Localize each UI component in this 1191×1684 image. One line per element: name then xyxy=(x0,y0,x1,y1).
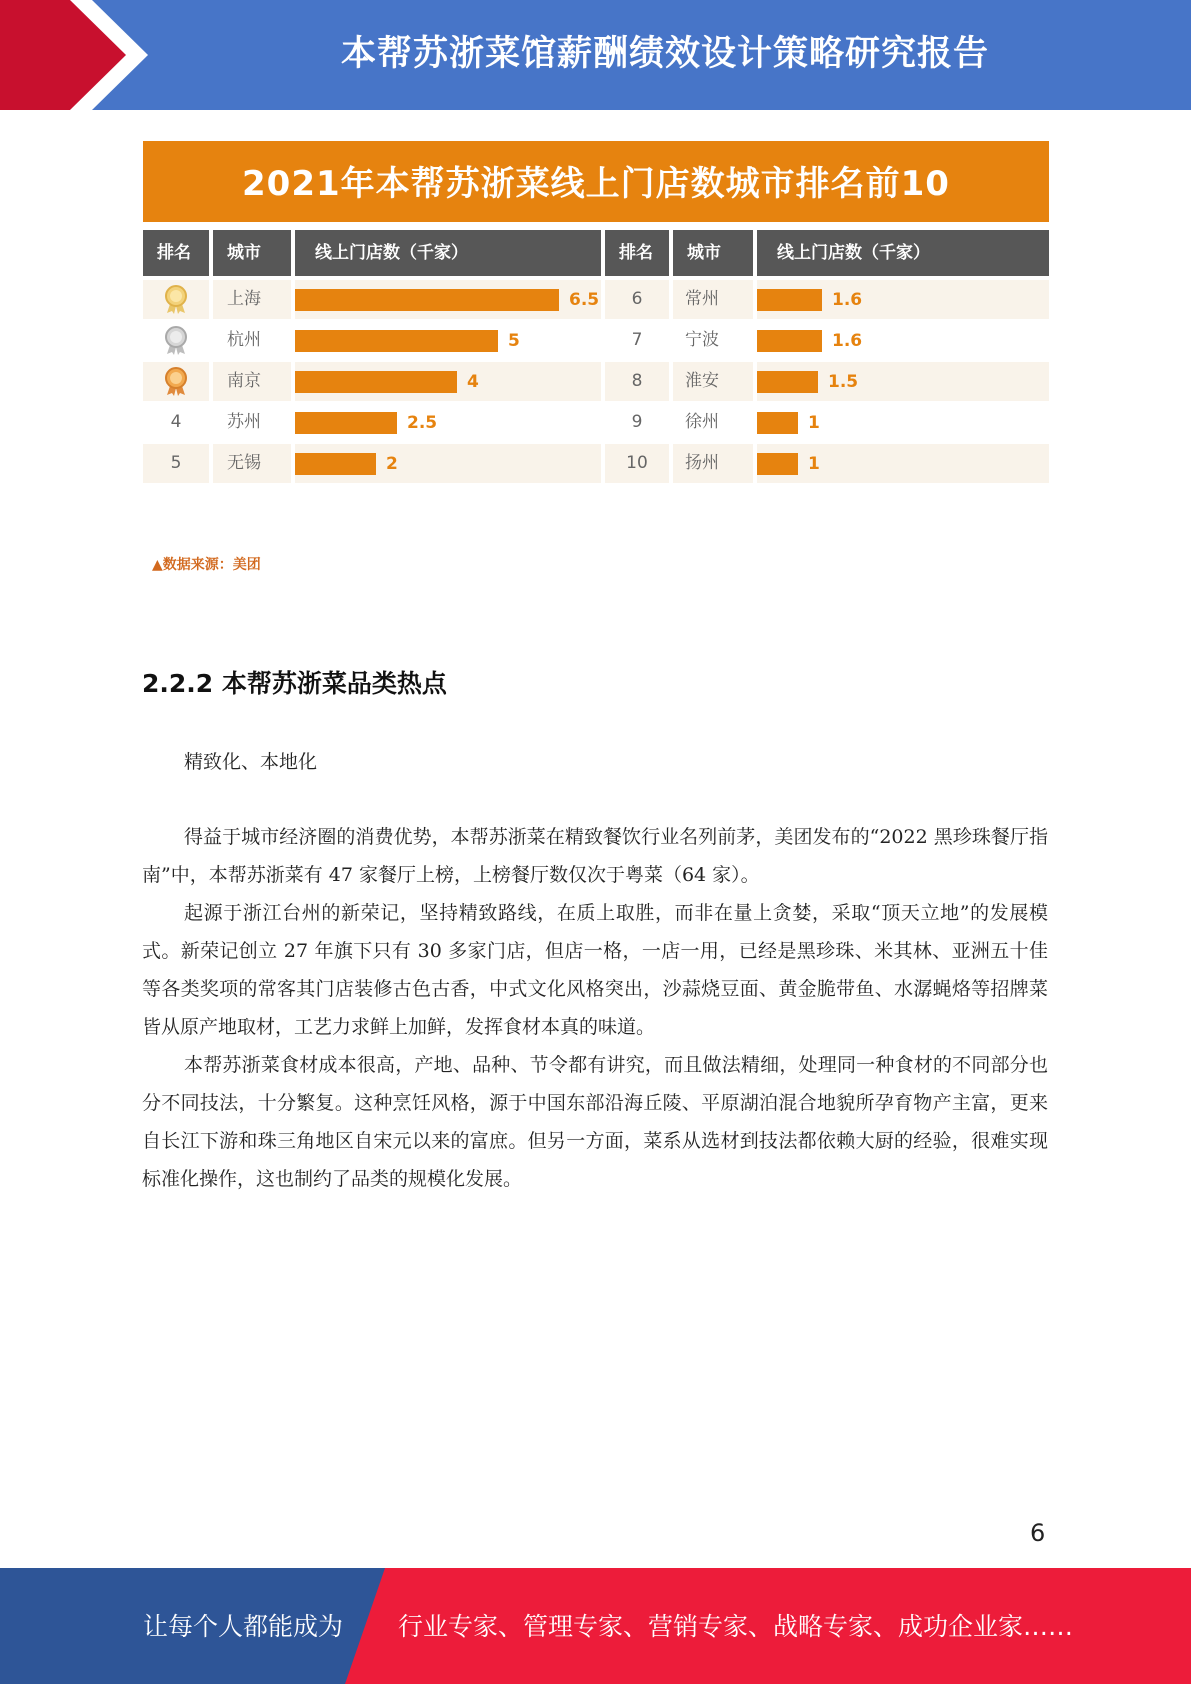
store-count-label: 1 xyxy=(808,454,820,474)
city-cell: 常州 xyxy=(685,289,719,309)
row-bg xyxy=(143,362,1049,401)
row-bg xyxy=(143,403,1049,442)
gold-medal-icon xyxy=(161,284,191,314)
rank-cell: 5 xyxy=(170,453,182,473)
city-cell: 扬州 xyxy=(685,453,719,473)
rank-cell: 4 xyxy=(170,412,182,432)
row-bg xyxy=(143,444,1049,483)
paragraph: 本帮苏浙菜食材成本很高，产地、品种、节令都有讲究，而且做法精细，处理同一种食材的不同部分也分不同技法，十分繁复。这种烹饪风格，源于中国东部沿海丘陵、平原湖泊混合地貌所孕育物产主富，更来自长江下游和珠三角地区自宋元以来的富庶。但另一方面，菜系从选材到技法都依赖大厨的经验，很难实现标准化操作，这也制约了品类的规模化发展。 xyxy=(142,1054,1048,1190)
city-ranking-table xyxy=(143,141,1049,491)
footer-slogan-left: 让每个人都能成为 xyxy=(143,1612,344,1641)
column-divider xyxy=(669,280,673,484)
header-city-right: 城市 xyxy=(673,230,753,276)
store-count-label: 2.5 xyxy=(407,413,438,433)
store-count-label: 1.5 xyxy=(828,372,859,392)
section-heading: 2.2.2 本帮苏浙菜品类热点 xyxy=(142,669,447,698)
city-cell: 苏州 xyxy=(227,412,261,432)
rank-cell: 8 xyxy=(631,371,643,391)
paragraph: 起源于浙江台州的新荣记，坚持精致路线，在质上取胜，而非在量上贪婪，采取“顶天立地”的发展模式。新荣记创立 27 年旗下只有 30 多家门店，但店一格，一店一用，已经是黑珍珠、米其林、亚洲五十佳等各类奖项的常客其门店装修古色古香，中式文化风格突出，沙蒜烧豆面、黄金脆带鱼、水潺蝇烙等招牌菜皆从原产地取材，工艺力求鲜上加鲜，发挥食材本真的味道。 xyxy=(142,902,1048,1038)
header-title: 本帮苏浙菜馆薪酬绩效设计策略研究报告 xyxy=(340,34,989,74)
header-stores-right: 线上门店数（千家） xyxy=(757,230,1049,276)
store-count-label: 1.6 xyxy=(832,290,863,310)
rank-cell: 7 xyxy=(631,330,643,350)
store-count-label: 4 xyxy=(467,372,479,392)
silver-medal-icon xyxy=(161,325,191,355)
city-cell: 杭州 xyxy=(227,330,261,350)
row-bg xyxy=(143,321,1049,360)
page-header xyxy=(0,0,1191,110)
header-city-left: 城市 xyxy=(213,230,291,276)
data-source-note: ▲数据来源：美团 xyxy=(152,557,261,573)
store-count-label: 6.5 xyxy=(569,290,600,310)
rank-cell: 10 xyxy=(626,453,648,473)
store-count-bar xyxy=(757,453,798,475)
table-title: 2021年本帮苏浙菜线上门店数城市排名前10 xyxy=(143,141,1049,226)
store-count-bar xyxy=(757,412,798,434)
store-count-label: 2 xyxy=(386,454,398,474)
store-count-bar xyxy=(295,412,397,434)
store-count-bar xyxy=(295,330,498,352)
bronze-medal-icon xyxy=(161,366,191,396)
store-count-bar xyxy=(295,371,457,393)
city-cell: 淮安 xyxy=(685,371,719,391)
rank-cell: 9 xyxy=(631,412,643,432)
section-lead: 精致化、本地化 xyxy=(184,751,318,773)
header-stores-left: 线上门店数（千家） xyxy=(295,230,601,276)
page-number: 6 xyxy=(1030,1519,1046,1547)
city-cell: 上海 xyxy=(227,289,261,309)
city-cell: 宁波 xyxy=(685,330,719,350)
column-divider xyxy=(209,280,213,484)
store-count-label: 1.6 xyxy=(832,331,863,351)
body-text xyxy=(142,818,1048,1198)
store-count-bar xyxy=(757,289,822,311)
store-count-bar xyxy=(295,289,559,311)
store-count-label: 1 xyxy=(808,413,820,433)
page-footer xyxy=(0,1568,1191,1684)
store-count-bar xyxy=(757,371,818,393)
store-count-bar xyxy=(757,330,822,352)
header-rank-left: 排名 xyxy=(143,230,209,276)
paragraph: 得益于城市经济圈的消费优势，本帮苏浙菜在精致餐饮行业名列前茅，美团发布的“2022 黑珍珠餐厅指南”中，本帮苏浙菜有 47 家餐厅上榜，上榜餐厅数仅次于粤菜（64 家）。 xyxy=(142,826,1048,886)
city-cell: 徐州 xyxy=(685,412,719,432)
footer-slogan-right: 行业专家、管理专家、营销专家、战略专家、成功企业家…… xyxy=(398,1612,1074,1641)
header-rank-right: 排名 xyxy=(605,230,669,276)
store-count-label: 5 xyxy=(508,331,520,351)
rank-cell: 6 xyxy=(631,289,643,309)
city-cell: 南京 xyxy=(227,371,261,391)
city-cell: 无锡 xyxy=(227,453,261,473)
header-arrow-decoration xyxy=(0,0,160,110)
store-count-bar xyxy=(295,453,376,475)
